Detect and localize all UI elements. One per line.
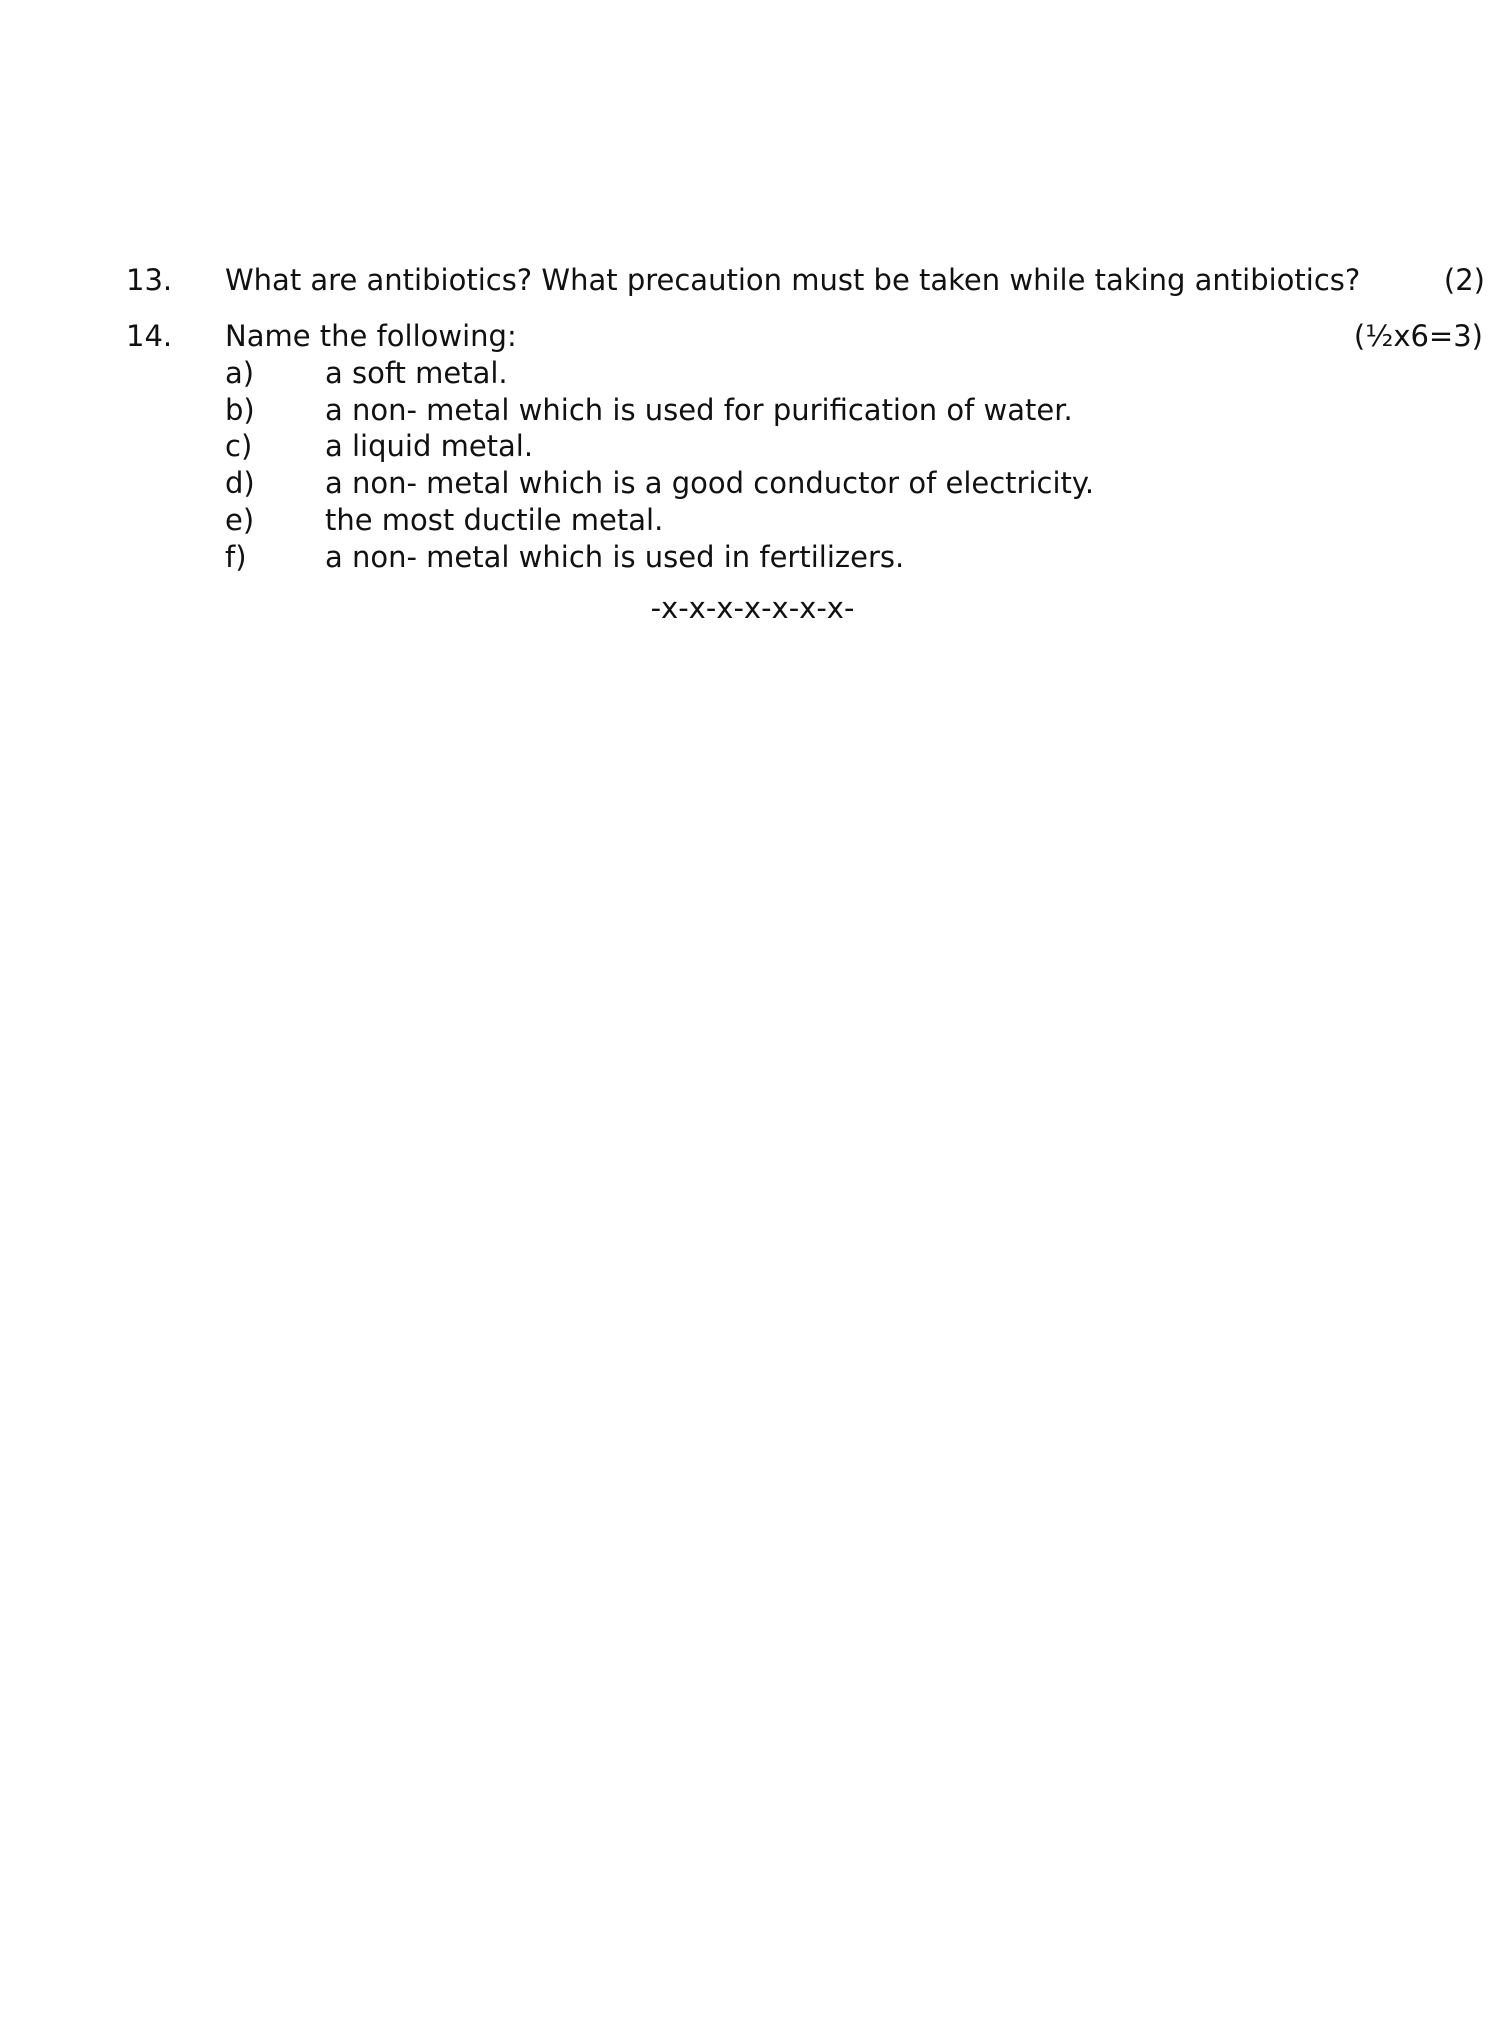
question-number: 13. (126, 263, 173, 297)
question-text: What are antibiotics? What precaution must be taken while taking antibiotics? (225, 263, 1361, 297)
sub-item-label: e) (225, 503, 255, 537)
sub-item-text: a non- metal which is used in fertilizers. (325, 540, 905, 574)
sub-item-text: the most ductile metal. (325, 503, 664, 537)
end-of-paper-marker: -x-x-x-x-x-x-x- (650, 591, 855, 625)
question-marks: (2) (1443, 263, 1485, 297)
sub-item-text: a soft metal. (325, 356, 508, 390)
question-number: 14. (126, 319, 173, 353)
sub-item-label: a) (225, 356, 255, 390)
question-marks: (½x6=3) (1353, 319, 1483, 353)
sub-item-label: d) (225, 466, 255, 500)
sub-item-text: a liquid metal. (325, 429, 534, 463)
question-text: Name the following: (225, 319, 517, 353)
sub-item-label: c) (225, 429, 253, 463)
sub-item-label: b) (225, 393, 255, 427)
sub-item-label: f) (225, 540, 247, 574)
sub-item-text: a non- metal which is a good conductor of electricity. (325, 466, 1095, 500)
sub-item-text: a non- metal which is used for purification of water. (325, 393, 1073, 427)
